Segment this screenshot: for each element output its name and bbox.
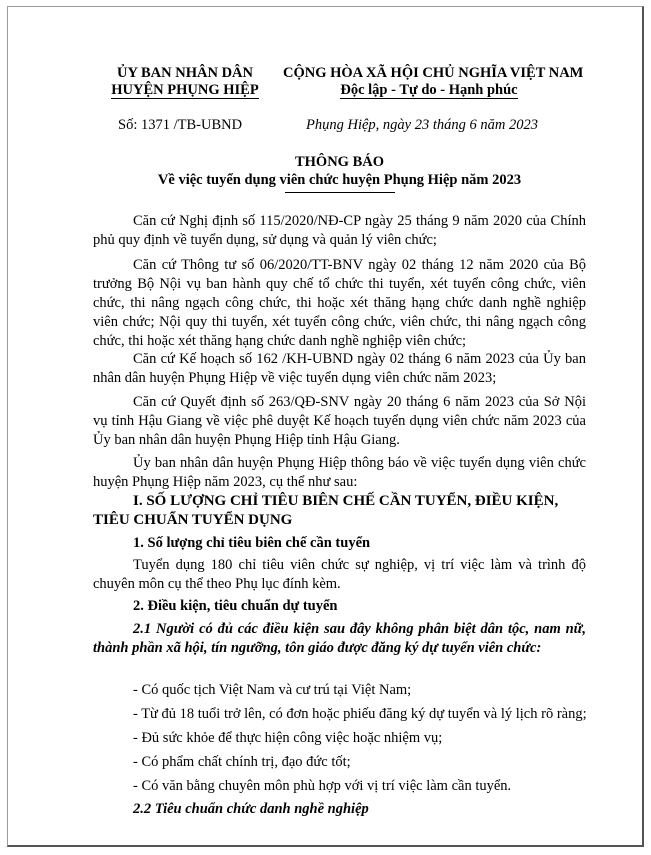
doc-subtitle: Về việc tuyển dụng viên chức huyện Phụng Hiệp năm 2023 (157, 172, 522, 188)
bullet-item: - Có văn bằng chuyên môn phù hợp với vị trí việc làm cần tuyển. (133, 778, 512, 794)
subsection-2-heading: 2. Điều kiện, tiêu chuẩn dự tuyển (133, 598, 338, 614)
title-divider (285, 192, 395, 193)
bullet-item: - Đủ sức khỏe để thực hiện công việc hoặc nhiệm vụ; (133, 730, 443, 746)
paragraph-2: Căn cứ Thông tư số 06/2020/TT-BNV ngày 02 tháng 12 năm 2020 của Bộ trưởng Bộ Nội vụ ban hành quy chế tổ chức thi tuyển, xét tuyển công chức, viên chức, thi nâng ngạch công chức, thi hoặc xét thăng hạng chức danh nghề nghiệp viên chức; Nội quy thi tuyển, xét tuyển công chức, viên chức, thi nâng ngạch công chức, thi hoặc xét thăng hạng chức danh nghề nghiệp viên chức; (93, 257, 586, 349)
doc-title: THÔNG BÁO (294, 154, 385, 170)
doc-number: Số: 1371 /TB-UBND (118, 117, 243, 133)
country-line-1: CỘNG HÒA XÃ HỘI CHỦ NGHĨA VIỆT NAM (283, 65, 584, 81)
subsection-1-heading: 1. Số lượng chỉ tiêu biên chế cần tuyển (133, 535, 371, 551)
motto-text: Độc lập - Tự do - Hạnh phúc (340, 82, 518, 98)
paragraph-3: Căn cứ Kế hoạch số 162 /KH-UBND ngày 02 tháng 6 năm 2023 của Ủy ban nhân dân huyện Phụng Hiệp về việc tuyển dụng viên chức năm 2023; (93, 351, 586, 386)
org-line-2 (100, 81, 270, 99)
subsection-2-2-heading: 2.2 Tiêu chuẩn chức danh nghề nghiệp (133, 801, 369, 817)
paragraph-6: Tuyển dụng 180 chỉ tiêu viên chức sự nghiệp, vị trí việc làm và trình độ chuyên môn cụ thể theo Phụ lục đính kèm. (93, 557, 586, 592)
bullet-item: - Từ đủ 18 tuổi trở lên, có đơn hoặc phiếu đăng ký dự tuyển và lý lịch rõ ràng; (133, 706, 587, 722)
bullet-item: - Có phẩm chất chính trị, đạo đức tốt; (133, 754, 351, 770)
subsection-2-1: 2.1 Người có đủ các điều kiện sau đây không phân biệt dân tộc, nam nữ, thành phần xã hội, tín ngưỡng, tôn giáo được đăng ký dự tuyển viên chức: (93, 621, 586, 656)
bullet-item: - Có quốc tịch Việt Nam và cư trú tại Việt Nam; (133, 682, 412, 698)
org-line-1: ỦY BAN NHÂN DÂN (116, 65, 253, 81)
place-date: Phụng Hiệp, ngày 23 tháng 6 năm 2023 (306, 117, 538, 133)
section-1-heading-line-2: TIÊU CHUẨN TUYỂN DỤNG (93, 512, 293, 528)
org-line-2-text: HUYỆN PHỤNG HIỆP (111, 82, 259, 98)
paragraph-5: Ủy ban nhân dân huyện Phụng Hiệp thông báo về việc tuyển dụng viên chức huyện Phụng Hiệp năm 2023, cụ thể như sau: (93, 455, 586, 490)
country-line-2 (283, 81, 575, 99)
section-1-heading-line-1: I. SỐ LƯỢNG CHỈ TIÊU BIÊN CHẾ CẦN TUYỂN, ĐIỀU KIỆN, (133, 493, 559, 509)
paragraph-4: Căn cứ Quyết định số 263/QĐ-SNV ngày 20 tháng 6 năm 2023 của Sở Nội vụ tỉnh Hậu Giang về việc phê duyệt Kế hoạch tuyển dụng viên chức năm 2023 của Ủy ban nhân dân huyện Phụng Hiệp tỉnh Hậu Giang. (93, 394, 586, 448)
paragraph-1: Căn cứ Nghị định số 115/2020/NĐ-CP ngày 25 tháng 9 năm 2020 của Chính phủ quy định về tuyển dụng, sử dụng và quản lý viên chức; (93, 213, 586, 248)
